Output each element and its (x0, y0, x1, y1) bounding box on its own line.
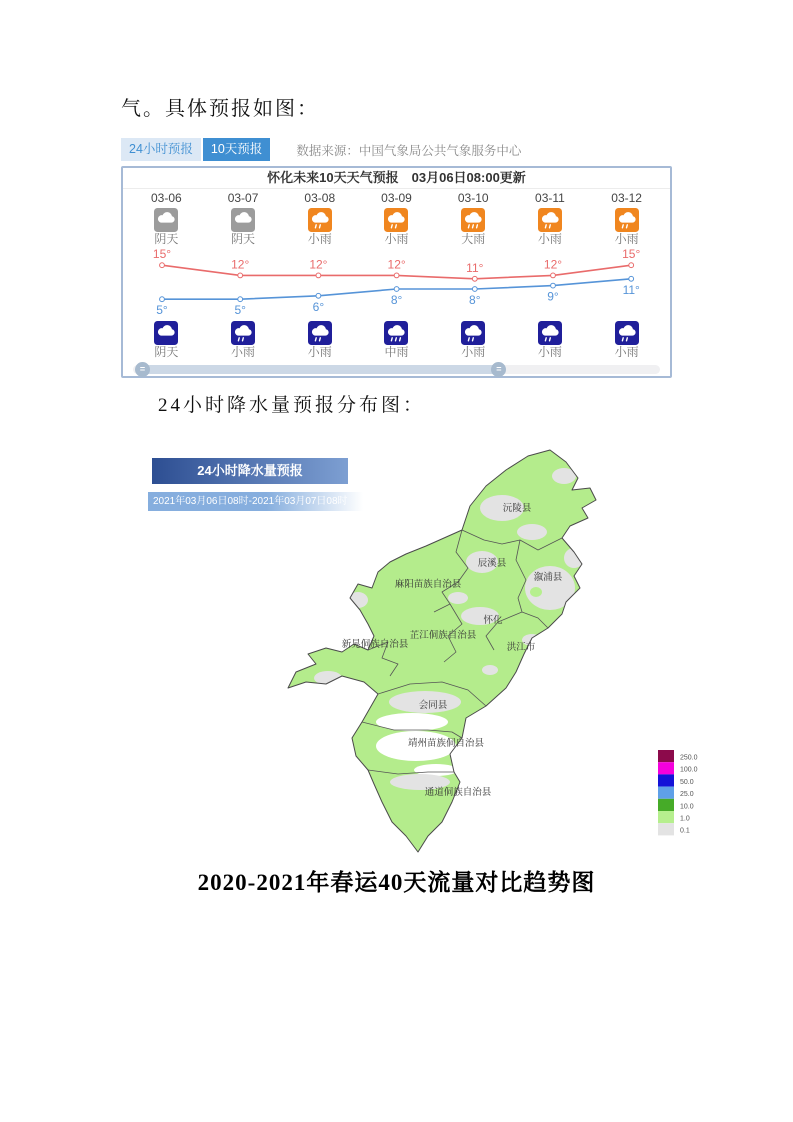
map-title-bar: 24小时降水量预报 (152, 458, 348, 484)
night-weather-icon (308, 321, 332, 345)
forecast-night-column[interactable] (128, 320, 205, 359)
forecast-title: 怀化未来10天天气预报 03月06日08:00更新 (123, 168, 670, 189)
svg-text:5°: 5° (234, 303, 246, 318)
region-label: 溆浦县 (533, 573, 563, 583)
forecast-night-column[interactable] (435, 320, 512, 359)
night-condition-label: 阴天 (154, 345, 179, 359)
map-period-bar: 2021年03月06日08时-2021年03月07日08时 (148, 492, 363, 511)
data-source-text: 数据来源：中国气象局公共气象服务中心 (296, 143, 522, 158)
region-label: 新晃侗族自治县 (341, 640, 409, 650)
night-condition-label: 中雨 (384, 345, 409, 359)
night-forecast-row (123, 320, 670, 359)
svg-text:6°: 6° (312, 299, 325, 314)
night-weather-icon (231, 321, 255, 345)
forecast-night-column[interactable] (281, 320, 358, 359)
scrollbar-handle-left[interactable]: = (135, 362, 150, 377)
night-weather-icon (538, 321, 562, 345)
svg-text:12°: 12° (387, 257, 406, 272)
forecast-day-column[interactable] (128, 189, 205, 246)
night-weather-icon (461, 321, 485, 345)
svg-text:15°: 15° (622, 247, 641, 262)
region-label: 靖州苗族侗自治县 (407, 739, 485, 749)
legend-swatch (658, 774, 674, 786)
svg-text:12°: 12° (231, 257, 250, 272)
forecast-date: 03-08 (304, 191, 336, 205)
forecast-date: 03-12 (611, 191, 642, 205)
svg-text:15°: 15° (152, 247, 172, 262)
weather-forecast-widget (121, 166, 672, 378)
forecast-day-column[interactable] (205, 189, 282, 246)
forecast-day-column[interactable] (435, 189, 512, 246)
legend-value: 250.0 (680, 754, 698, 762)
night-condition-label: 小雨 (307, 345, 332, 359)
day-weather-icon (154, 208, 178, 232)
day-weather-icon (231, 208, 255, 232)
traffic-trend-title: 2020-2021年春运40天流量对比趋势图 (197, 870, 596, 895)
huaihua-precip-map (230, 440, 700, 860)
day-forecast-row (123, 189, 670, 246)
forecast-night-column[interactable] (512, 320, 589, 359)
svg-text:9°: 9° (547, 289, 559, 304)
svg-text:8°: 8° (469, 293, 481, 307)
forecast-night-column[interactable] (205, 320, 282, 359)
temperature-chart (123, 246, 670, 318)
region-label: 沅陵县 (502, 504, 532, 514)
night-condition-label: 小雨 (231, 345, 256, 359)
legend-swatch (658, 811, 674, 823)
day-condition-label: 小雨 (384, 232, 409, 246)
forecast-day-column[interactable] (512, 189, 589, 246)
day-condition-label: 大雨 (461, 232, 486, 246)
day-weather-icon (461, 208, 485, 232)
day-condition-label: 阴天 (154, 232, 179, 246)
day-condition-label: 小雨 (614, 232, 639, 246)
legend-swatch (658, 799, 674, 811)
region-label: 芷江侗族自治县 (409, 631, 477, 641)
night-condition-label: 小雨 (461, 345, 486, 359)
forecast-scrollbar[interactable] (133, 365, 660, 374)
region-label: 麻阳苗族自治县 (394, 580, 462, 590)
forecast-date: 03-09 (381, 191, 412, 205)
forecast-date: 03-07 (227, 191, 259, 205)
day-condition-label: 小雨 (537, 232, 562, 246)
day-weather-icon (308, 208, 332, 232)
precip-map-caption: 24小时降水量预报分布图： (158, 395, 426, 416)
legend-value: 100.0 (680, 766, 698, 774)
legend-value: 1.0 (680, 815, 690, 823)
region-label: 会同县 (418, 701, 448, 711)
forecast-night-column[interactable] (588, 320, 665, 359)
forecast-date: 03-10 (457, 191, 489, 205)
legend-value: 25.0 (680, 791, 694, 799)
legend-swatch (658, 750, 674, 762)
svg-text:12°: 12° (309, 257, 328, 272)
forecast-day-column[interactable] (588, 189, 665, 246)
intro-text: 气。具体预报如图： (121, 98, 319, 120)
forecast-date: 03-06 (151, 191, 182, 205)
svg-text:8°: 8° (390, 293, 403, 307)
legend-swatch (658, 762, 674, 774)
scrollbar-track-fill (138, 365, 496, 374)
legend-value: 0.1 (680, 827, 690, 835)
region-label: 辰溪县 (477, 559, 507, 569)
svg-text:11°: 11° (466, 260, 484, 275)
forecast-tabs (121, 138, 521, 161)
night-condition-label: 小雨 (614, 345, 639, 359)
day-condition-label: 小雨 (307, 232, 332, 246)
day-weather-icon (538, 208, 562, 232)
region-label: 洪江市 (506, 643, 536, 653)
region-label: 怀化 (483, 616, 503, 626)
svg-text:5°: 5° (156, 303, 168, 318)
day-condition-label: 阴天 (231, 232, 256, 246)
day-weather-icon (615, 208, 639, 232)
precip-map-figure (140, 440, 720, 870)
forecast-night-column[interactable] (358, 320, 435, 359)
forecast-day-column[interactable] (281, 189, 358, 246)
scrollbar-handle-right[interactable]: = (491, 362, 506, 377)
forecast-date: 03-11 (535, 191, 565, 205)
legend-value: 10.0 (680, 803, 694, 811)
tab-24h-forecast[interactable]: 24小时预报 (121, 138, 201, 161)
legend-value: 50.0 (680, 778, 694, 786)
night-weather-icon (384, 321, 408, 345)
map-legend (658, 750, 698, 835)
tab-10day-forecast[interactable]: 10天预报 (203, 138, 270, 161)
legend-swatch (658, 823, 674, 835)
day-weather-icon (384, 208, 408, 232)
night-weather-icon (615, 321, 639, 345)
night-condition-label: 小雨 (537, 345, 562, 359)
svg-text:12°: 12° (543, 257, 563, 272)
night-weather-icon (154, 321, 178, 345)
legend-swatch (658, 787, 674, 799)
region-label: 通道侗族自治县 (424, 788, 492, 798)
svg-text:11°: 11° (622, 282, 640, 297)
forecast-day-column[interactable] (358, 189, 435, 246)
